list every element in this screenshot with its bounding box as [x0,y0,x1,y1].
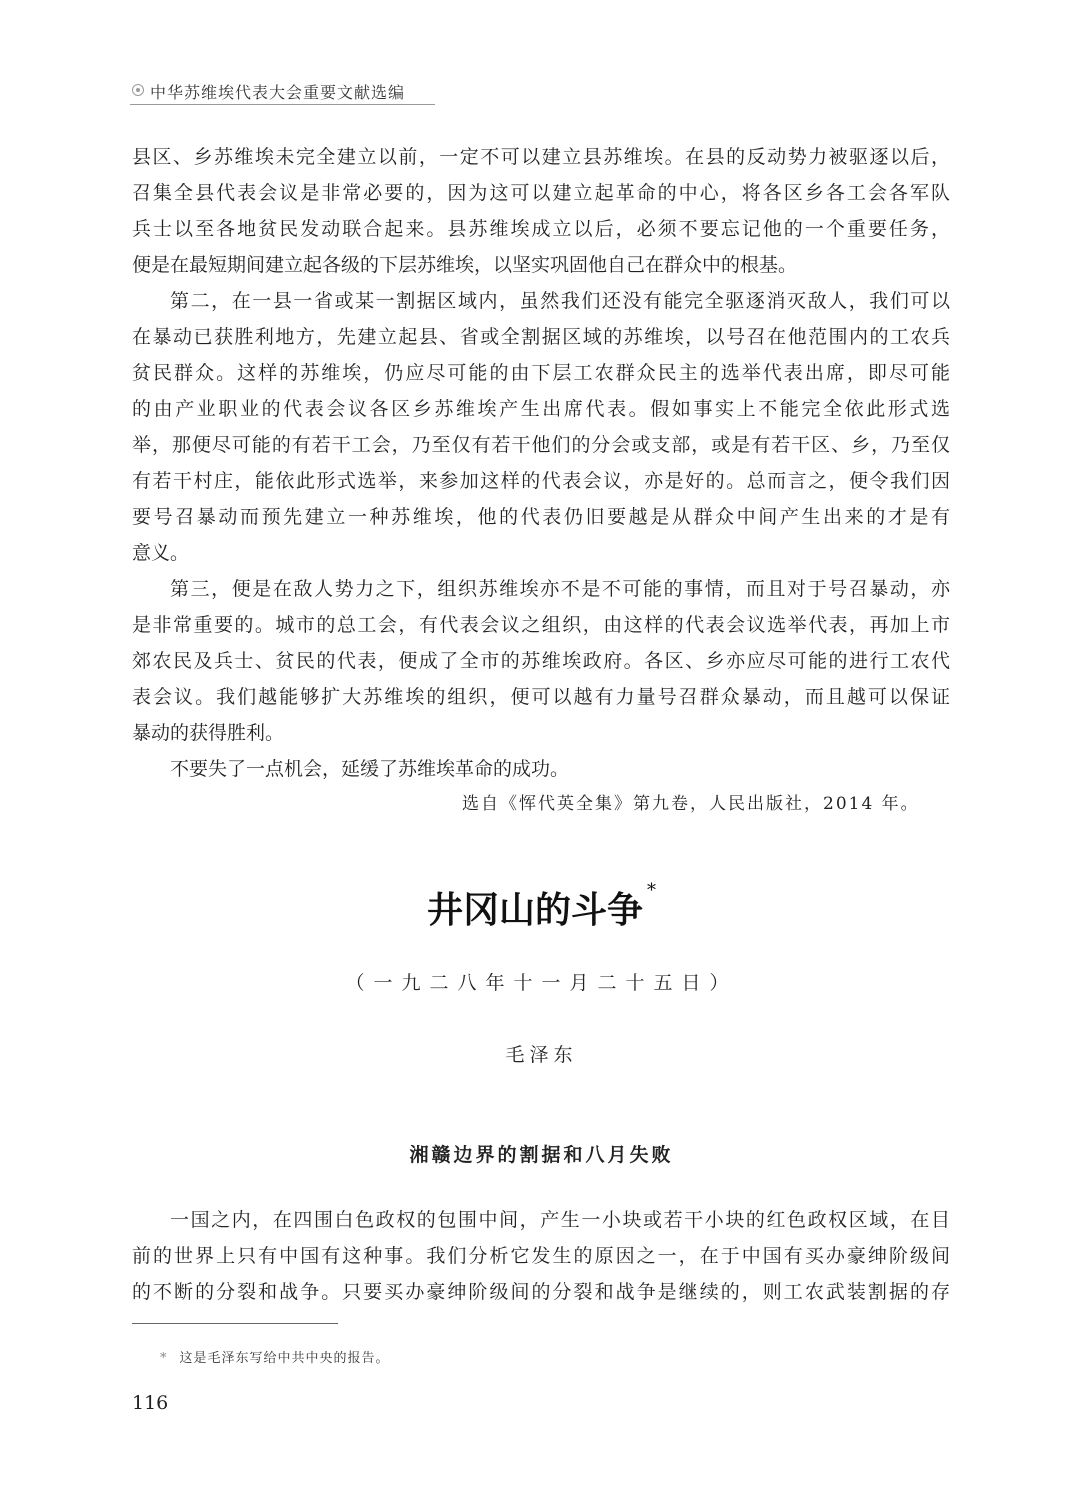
body-line: 表会议。我们越能够扩大苏维埃的组织，便可以越有力量号召群众暴动，而且越可以保证 [132,686,950,708]
page-number: 116 [132,1392,169,1414]
circle-bullet-icon [132,84,144,96]
footnote-marker[interactable]: * [647,880,656,901]
source-citation: 选自《恽代英全集》第九卷，人民出版社，2014 年。 [462,794,920,814]
running-header-title: 中华苏维埃代表大会重要文献选编 [150,83,406,102]
article-title-text: 井冈山的斗争 [426,889,643,931]
footnote-text: 这是毛泽东写给中共中央的报告。 [179,1351,390,1366]
body-line: 的由产业职业的代表会议各区乡苏维埃产生出席代表。假如事实上不能完全依此形式选 [132,398,950,420]
body-line: 不要失了一点机会，延缓了苏维埃革命的成功。 [170,758,570,780]
article-date: （一九二八年十一月二十五日） [345,972,738,994]
body-line: 有若干村庄，能依此形式选举，来参加这样的代表会议，亦是好的。总而言之，便令我们因 [132,470,950,492]
body-line: 贫民群众。这样的苏维埃，仍应尽可能的由下层工农群众民主的选举代表出席，即尽可能 [132,362,950,384]
body-line: 兵士以至各地贫民发动联合起来。县苏维埃成立以后，必须不要忘记他的一个重要任务， [132,218,950,240]
footnote [160,1347,390,1366]
body-line: 第二，在一县一省或某一割据区域内，虽然我们还没有能完全驱逐消灭敌人，我们可以 [170,290,950,312]
body-line: 的不断的分裂和战争。只要买办豪绅阶级间的分裂和战争是继续的，则工农武装割据的存 [132,1281,950,1303]
body-line: 意义。 [132,542,190,564]
body-line: 第三，便是在敌人势力之下，组织苏维埃亦不是不可能的事情，而且对于号召暴动，亦 [170,578,950,600]
body-line: 在暴动已获胜利地方，先建立起县、省或全割据区域的苏维埃，以号召在他范围内的工农兵 [132,326,950,348]
article-title [0,882,1083,933]
footnote-mark: * [160,1351,168,1366]
body-line: 举，那便尽可能的有若干工会，乃至仅有若干他们的分会或支部，或是有若干区、乡，乃至仅 [132,434,950,456]
body-line: 一国之内，在四围白色政权的包围中间，产生一小块或若干小块的红色政权区域，在目 [170,1209,950,1231]
running-header [130,80,435,105]
footnote-divider [132,1323,338,1324]
body-line: 召集全县代表会议是非常必要的，因为这可以建立起革命的中心，将各区乡各工会各军队 [132,182,950,204]
section-heading: 湘赣边界的割据和八月失败 [409,1144,674,1166]
body-line: 前的世界上只有中国有这种事。我们分析它发生的原因之一，在于中国有买办豪绅阶级间 [132,1245,950,1267]
body-line: 要号召暴动而预先建立一种苏维埃，他的代表仍旧要越是从群众中间产生出来的才是有 [132,506,950,528]
body-line: 暴动的获得胜利。 [132,722,285,744]
body-line: 是非常重要的。城市的总工会，有代表会议之组织，由这样的代表会议选举代表，再加上市 [132,614,950,636]
body-line: 便是在最短期间建立起各级的下层苏维埃，以坚实巩固他自己在群众中的根基。 [132,254,798,276]
article-author: 毛泽东 [505,1044,578,1066]
body-line: 县区、乡苏维埃未完全建立以前，一定不可以建立县苏维埃。在县的反动势力被驱逐以后， [132,146,950,168]
body-line: 郊农民及兵士、贫民的代表，便成了全市的苏维埃政府。各区、乡亦应尽可能的进行工农代 [132,650,950,672]
